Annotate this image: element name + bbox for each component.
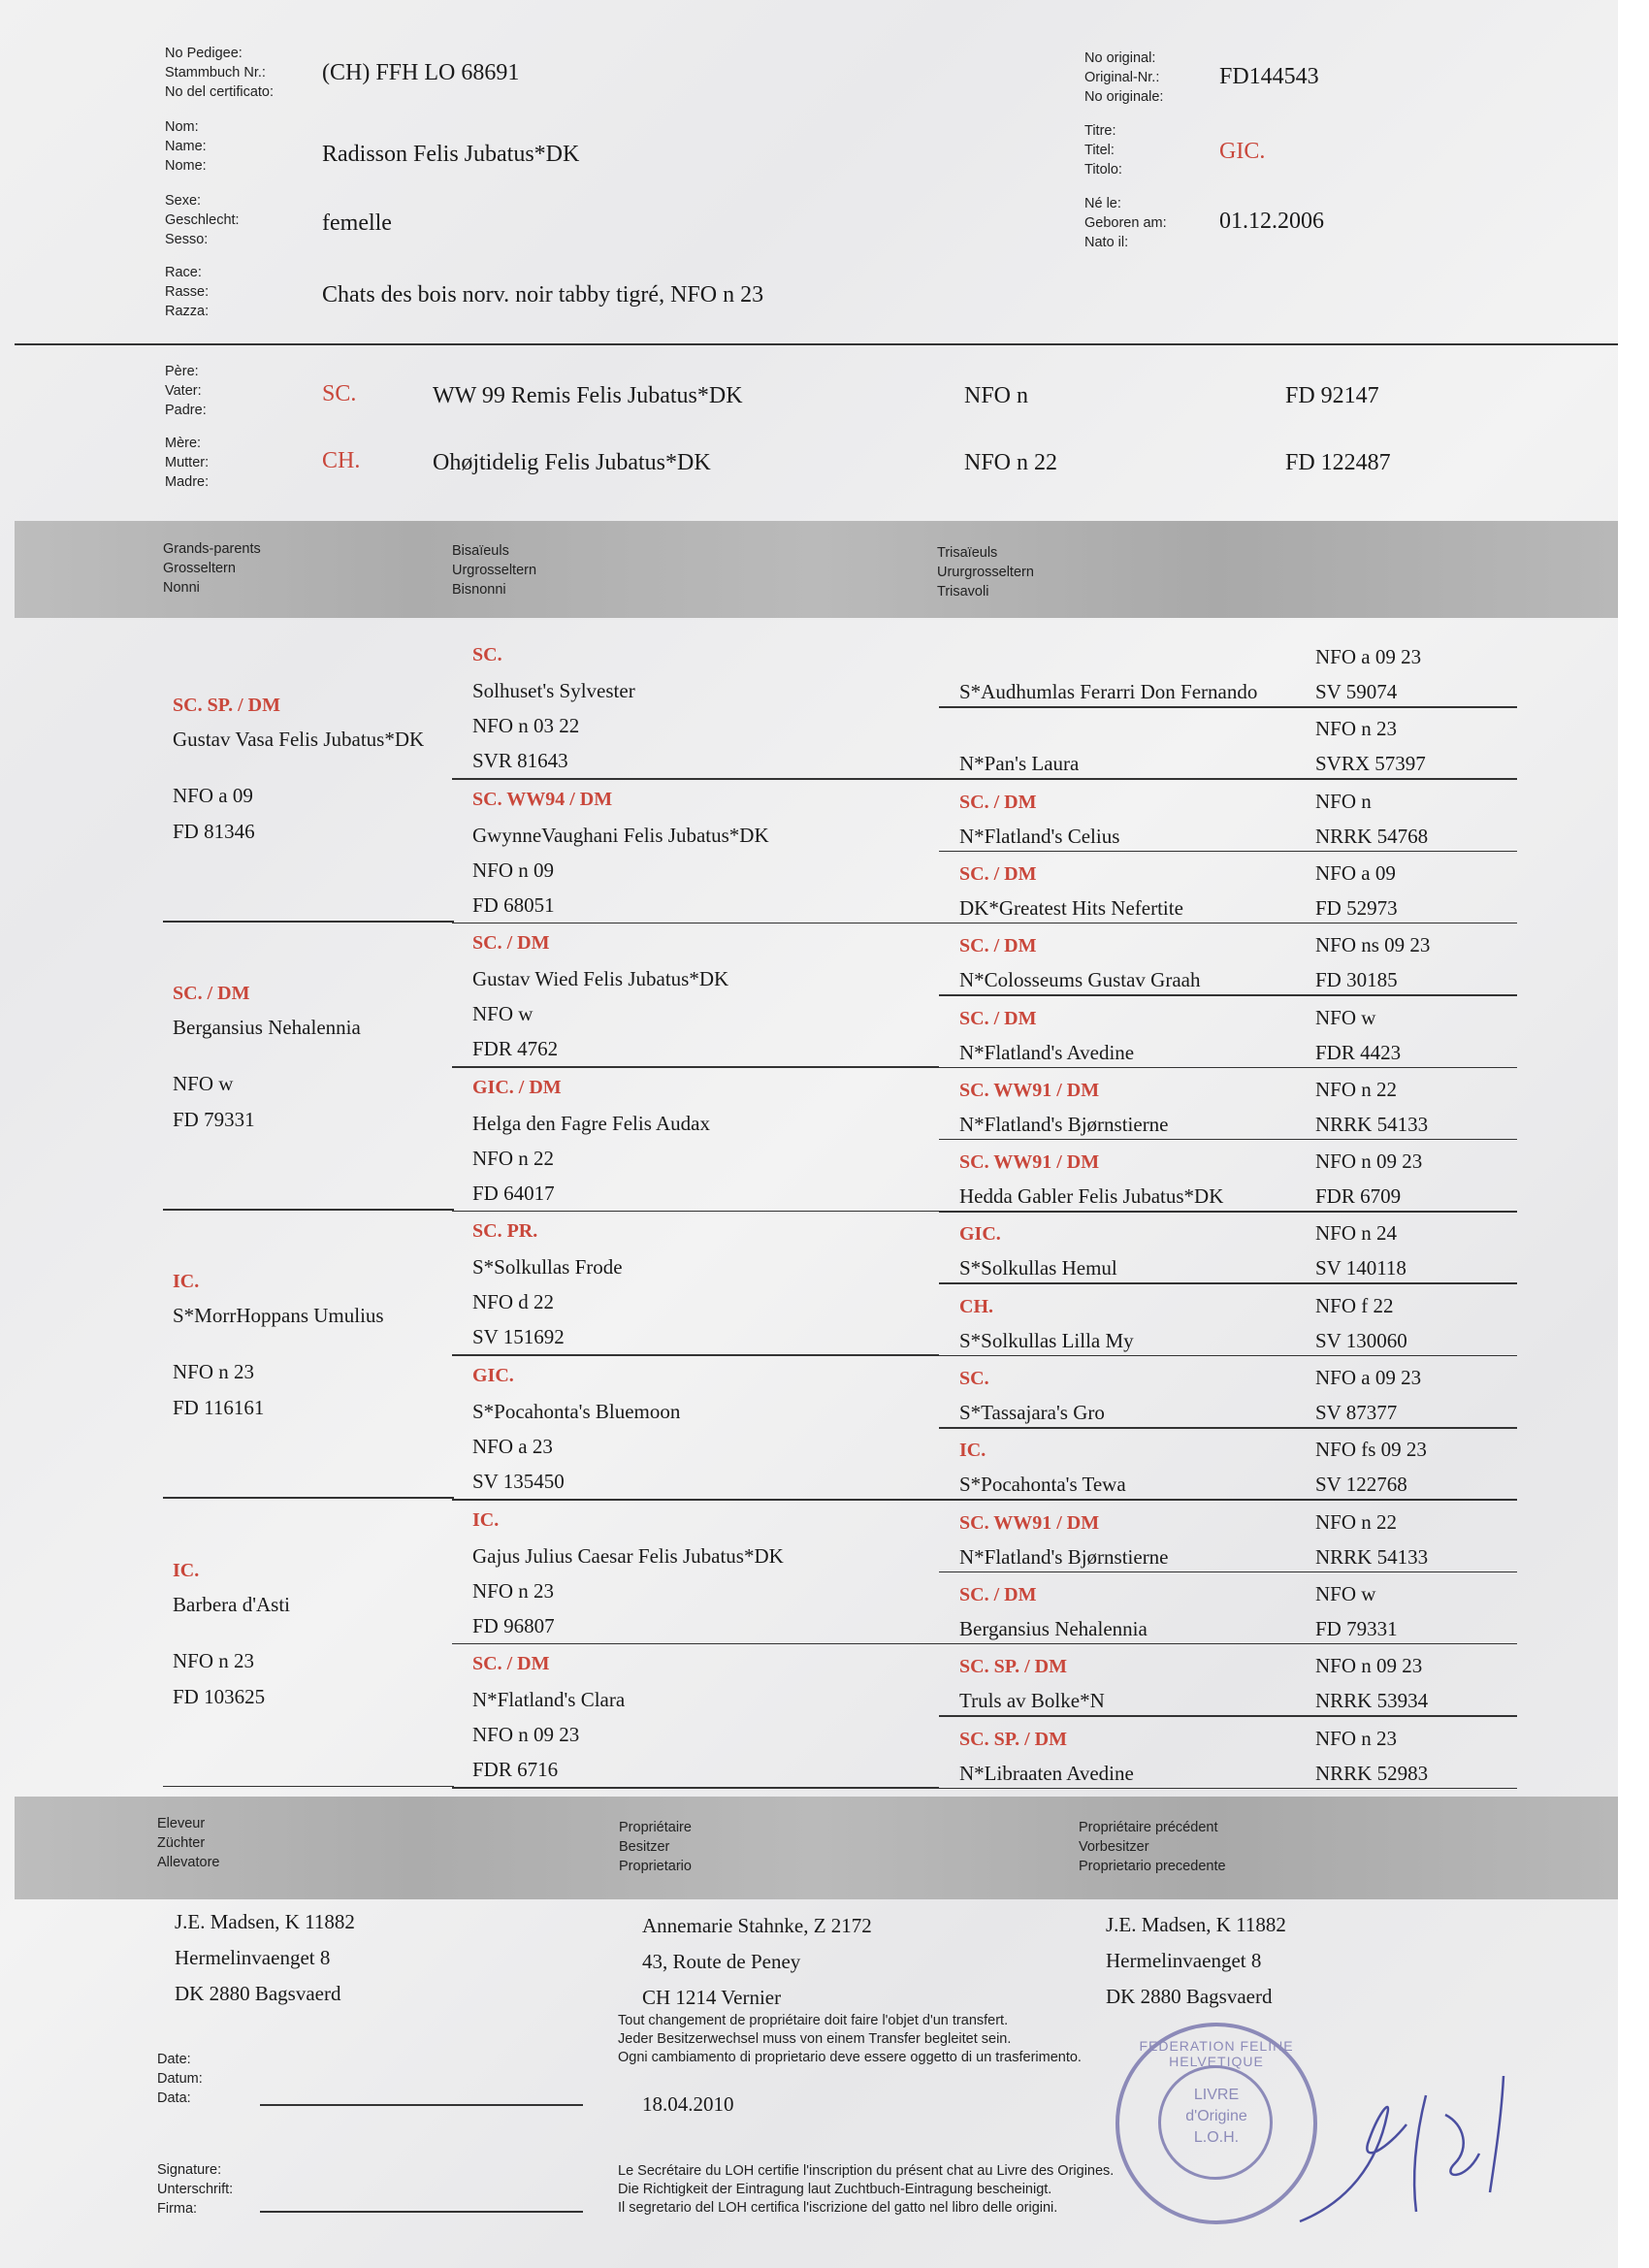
gp-title: SC. SP. / DM bbox=[173, 695, 280, 716]
gggp-reg: NRRK 54133 bbox=[1315, 1544, 1429, 1569]
gggp-title: CH. bbox=[959, 1295, 993, 1317]
owner-header-band bbox=[15, 1797, 1618, 1899]
birth-date: 01.12.2006 bbox=[1219, 209, 1324, 234]
great-great-grandparents-header: Trisaïeuls Ururgrosseltern Trisavoli bbox=[937, 545, 1034, 599]
gggp-reg: NRRK 54133 bbox=[1315, 1112, 1429, 1136]
gp-reg: FD 81346 bbox=[173, 820, 255, 843]
previous-owner-header: Propriétaire précédent Vorbesitzer Proprietario precedente bbox=[1079, 1820, 1226, 1874]
ggp-divider bbox=[452, 1499, 939, 1501]
gggp-title: IC. bbox=[959, 1440, 986, 1462]
gggp-reg: NRRK 53934 bbox=[1315, 1689, 1429, 1713]
gggp-divider bbox=[939, 1139, 1517, 1141]
gp-title: IC. bbox=[173, 1559, 200, 1581]
breeder-header: Eleveur Züchter Allevatore bbox=[157, 1816, 220, 1870]
ggp-color: NFO n 09 bbox=[472, 858, 555, 882]
ggp-color: NFO n 09 23 bbox=[472, 1723, 580, 1747]
gp-color: NFO n 23 bbox=[173, 1648, 255, 1672]
gp-reg: FD 79331 bbox=[173, 1108, 255, 1132]
gp-divider bbox=[163, 1497, 454, 1499]
ggp-divider bbox=[452, 1643, 939, 1645]
gggp-divider bbox=[939, 1499, 1517, 1501]
gggp-color: NFO a 09 bbox=[1315, 860, 1396, 885]
ggp-reg: SV 151692 bbox=[472, 1325, 565, 1349]
ggp-reg: FDR 4762 bbox=[472, 1037, 559, 1061]
gggp-divider bbox=[939, 923, 1517, 924]
stamp-ring-text: FEDERATION FELINE HELVETIQUE bbox=[1139, 2038, 1294, 2069]
ggp-name: GwynneVaughani Felis Jubatus*DK bbox=[472, 823, 769, 847]
gggp-color: NFO n 09 23 bbox=[1315, 1654, 1423, 1678]
ggp-reg: FD 64017 bbox=[472, 1181, 555, 1205]
ggp-reg: FD 96807 bbox=[472, 1613, 555, 1637]
ggp-divider bbox=[452, 1066, 939, 1068]
sex-label: Sexe: Geschlecht: Sesso: bbox=[165, 193, 240, 247]
ggp-color: NFO d 22 bbox=[472, 1290, 555, 1314]
ggp-title: SC. bbox=[472, 644, 502, 665]
gggp-color: NFO a 09 23 bbox=[1315, 1366, 1422, 1389]
gggp-reg: SV 140118 bbox=[1315, 1256, 1406, 1280]
gggp-name: Truls av Bolke*N bbox=[959, 1689, 1105, 1713]
gp-color: NFO a 09 bbox=[173, 784, 253, 807]
gggp-reg: NRRK 54768 bbox=[1315, 824, 1429, 848]
ggp-divider bbox=[452, 923, 939, 924]
gp-color: NFO w bbox=[173, 1072, 234, 1096]
gggp-name: Hedda Gabler Felis Jubatus*DK bbox=[959, 1184, 1224, 1209]
date-line bbox=[260, 2104, 583, 2106]
grandparents-header: Grands-parents Grosseltern Nonni bbox=[163, 541, 261, 596]
gggp-reg: FD 52973 bbox=[1315, 895, 1398, 920]
father-reg: FD 92147 bbox=[1285, 383, 1379, 408]
mother-color: NFO n 22 bbox=[964, 450, 1058, 475]
mother-label: Mère: Mutter: Madre: bbox=[165, 436, 210, 490]
gggp-color: NFO a 09 23 bbox=[1315, 645, 1422, 668]
gggp-color: NFO n 23 bbox=[1315, 717, 1398, 741]
ggp-color: NFO n 03 22 bbox=[472, 714, 580, 737]
ggp-name: Helga den Fagre Felis Audax bbox=[472, 1111, 710, 1135]
ggp-name: S*Pocahonta's Bluemoon bbox=[472, 1400, 681, 1423]
gggp-divider bbox=[939, 851, 1517, 853]
ggp-divider bbox=[452, 1354, 939, 1356]
gggp-name: S*Solkullas Lilla My bbox=[959, 1328, 1134, 1352]
gggp-divider bbox=[939, 1355, 1517, 1357]
gggp-divider bbox=[939, 1643, 1517, 1645]
ggp-reg: FD 68051 bbox=[472, 892, 555, 917]
ggp-name: Gajus Julius Caesar Felis Jubatus*DK bbox=[472, 1543, 784, 1568]
father-color: NFO n bbox=[964, 383, 1029, 408]
owner-address: Annemarie Stahnke, Z 2172 43, Route de Peney CH 1214 Vernier bbox=[642, 1914, 872, 2009]
father-name: WW 99 Remis Felis Jubatus*DK bbox=[433, 383, 743, 408]
gggp-color: NFO n bbox=[1315, 789, 1372, 813]
pedigree-number: (CH) FFH LO 68691 bbox=[322, 60, 520, 85]
gggp-name: N*Colosseums Gustav Graah bbox=[959, 968, 1201, 992]
transfer-date: 18.04.2010 bbox=[642, 2092, 734, 2116]
ggp-color: NFO n 22 bbox=[472, 1146, 555, 1170]
race-label: Race: Rasse: Razza: bbox=[165, 265, 210, 319]
gp-divider bbox=[163, 1786, 454, 1788]
divider bbox=[15, 343, 1618, 345]
ggp-name: Gustav Wied Felis Jubatus*DK bbox=[472, 967, 729, 991]
gp-title: IC. bbox=[173, 1271, 200, 1293]
ggp-title: IC. bbox=[472, 1508, 500, 1531]
gggp-reg: FDR 6709 bbox=[1315, 1184, 1402, 1209]
ggp-name: Solhuset's Sylvester bbox=[472, 679, 635, 702]
signature-line bbox=[260, 2211, 583, 2213]
gggp-name: S*Audhumlas Ferarri Don Fernando bbox=[959, 680, 1258, 703]
ggp-reg: SVR 81643 bbox=[472, 749, 568, 772]
mother-title: CH. bbox=[322, 448, 361, 473]
gggp-reg: SV 59074 bbox=[1315, 680, 1398, 703]
original-number-label: No original: Original-Nr.: No originale: bbox=[1084, 50, 1164, 105]
cat-title: GIC. bbox=[1219, 139, 1266, 164]
ggp-reg: SV 135450 bbox=[472, 1470, 565, 1493]
gggp-reg: FDR 4423 bbox=[1315, 1040, 1402, 1064]
born-label: Né le: Geboren am: Nato il: bbox=[1084, 196, 1167, 250]
stamp-center-2: d'Origine bbox=[1185, 2108, 1247, 2124]
ggp-title: GIC. bbox=[472, 1365, 514, 1386]
name-label: Nom: Name: Nome: bbox=[165, 119, 207, 174]
ggp-divider bbox=[452, 1787, 939, 1789]
gp-name: Gustav Vasa Felis Jubatus*DK bbox=[173, 728, 425, 751]
title-label: Titre: Titel: Titolo: bbox=[1084, 123, 1122, 178]
gggp-divider bbox=[939, 1067, 1517, 1069]
gggp-name: DK*Greatest Hits Nefertite bbox=[959, 895, 1183, 920]
gp-name: Bergansius Nehalennia bbox=[173, 1016, 361, 1040]
gggp-name: Bergansius Nehalennia bbox=[959, 1616, 1148, 1640]
gggp-title: SC. WW91 / DM bbox=[959, 1511, 1100, 1534]
ggp-name: N*Flatland's Clara bbox=[472, 1688, 626, 1712]
date-label: Date: Datum: Data: bbox=[157, 2052, 203, 2106]
gggp-name: N*Pan's Laura bbox=[959, 752, 1080, 776]
gggp-title: SC. / DM bbox=[959, 935, 1037, 957]
father-label: Père: Vater: Padre: bbox=[165, 364, 207, 418]
ggp-title: GIC. / DM bbox=[472, 1076, 562, 1098]
gp-reg: FD 116161 bbox=[173, 1396, 265, 1420]
ggp-name: S*Solkullas Frode bbox=[472, 1255, 623, 1280]
gggp-divider bbox=[939, 778, 1517, 780]
signature-label: Signature: Unterschrift: Firma: bbox=[157, 2162, 234, 2217]
gggp-reg: SV 87377 bbox=[1315, 1401, 1398, 1424]
gggp-color: NFO w bbox=[1315, 1581, 1376, 1605]
great-grandparents-header: Bisaïeuls Urgrosseltern Bisnonni bbox=[452, 543, 537, 598]
gp-name: Barbera d'Asti bbox=[173, 1592, 290, 1616]
ggp-title: SC. WW94 / DM bbox=[472, 788, 613, 810]
gggp-reg: SVRX 57397 bbox=[1315, 752, 1426, 776]
gggp-reg: FD 79331 bbox=[1315, 1616, 1398, 1640]
gggp-reg: NRRK 52983 bbox=[1315, 1761, 1429, 1785]
ggp-color: NFO a 23 bbox=[472, 1435, 553, 1458]
gp-divider bbox=[163, 1209, 454, 1211]
gggp-divider bbox=[939, 994, 1517, 996]
pedigree-number-label: No Pedigee: Stammbuch Nr.: No del certificato: bbox=[165, 46, 275, 100]
gggp-name: S*Pocahonta's Tewa bbox=[959, 1473, 1126, 1497]
gp-reg: FD 103625 bbox=[173, 1684, 266, 1708]
gggp-color: NFO n 22 bbox=[1315, 1077, 1398, 1101]
certify-note: Le Secrétaire du LOH certifie l'inscription du présent chat au Livre des Origines. Die Richtigkeit der Eintragung laut Zuchtbuch-Eintragung bescheinigt. Il segretario del LOH certifica l'iscrizione del gatto nel libro delle origini. bbox=[618, 2163, 1115, 2216]
gggp-color: NFO ns 09 23 bbox=[1315, 933, 1431, 957]
gp-name: S*MorrHoppans Umulius bbox=[173, 1304, 384, 1328]
previous-owner-address: J.E. Madsen, K 11882 Hermelinvaenget 8 DK 2880 Bagsvaerd bbox=[1106, 1913, 1286, 2008]
gggp-title: SC. SP. / DM bbox=[959, 1656, 1067, 1678]
gggp-name: N*Flatland's Bjørnstierne bbox=[959, 1544, 1169, 1569]
gggp-title: SC. SP. / DM bbox=[959, 1728, 1067, 1750]
signature-scribble bbox=[1271, 2057, 1562, 2241]
gggp-title: SC. WW91 / DM bbox=[959, 1151, 1100, 1174]
gp-color: NFO n 23 bbox=[173, 1360, 255, 1384]
gggp-title: SC. / DM bbox=[959, 1007, 1037, 1029]
transfer-note: Tout changement de propriétaire doit faire l'objet d'un transfert. Jeder Besitzerwechsel muss von einem Transfer begleitet sein. Ogni cambiamento di proprietario deve essere oggetto di un trasferimento. bbox=[618, 2013, 1082, 2065]
gggp-name: N*Flatland's Celius bbox=[959, 824, 1120, 848]
gggp-title: SC. bbox=[959, 1368, 989, 1389]
ggp-title: SC. PR. bbox=[472, 1220, 538, 1243]
gggp-divider bbox=[939, 1571, 1517, 1573]
gggp-name: S*Solkullas Hemul bbox=[959, 1256, 1117, 1280]
gggp-color: NFO n 09 23 bbox=[1315, 1150, 1423, 1174]
ggp-color: NFO n 23 bbox=[472, 1578, 555, 1603]
cat-name: Radisson Felis Jubatus*DK bbox=[322, 142, 580, 167]
gggp-divider bbox=[939, 1211, 1517, 1213]
gggp-color: NFO w bbox=[1315, 1005, 1376, 1029]
gggp-divider bbox=[939, 1788, 1517, 1790]
stamp-center-1: LIVRE bbox=[1193, 2087, 1240, 2103]
ggp-color: NFO w bbox=[472, 1002, 534, 1026]
gggp-name: N*Flatland's Avedine bbox=[959, 1040, 1135, 1064]
gp-divider bbox=[163, 921, 454, 923]
gggp-color: NFO n 23 bbox=[1315, 1726, 1398, 1750]
ggp-reg: FDR 6716 bbox=[472, 1758, 559, 1782]
gggp-color: NFO fs 09 23 bbox=[1315, 1438, 1427, 1462]
gggp-name: N*Flatland's Bjørnstierne bbox=[959, 1112, 1169, 1136]
ggp-divider bbox=[452, 1211, 939, 1213]
gggp-color: NFO n 24 bbox=[1315, 1221, 1398, 1246]
cat-sex: femelle bbox=[322, 211, 392, 236]
gggp-name: S*Tassajara's Gro bbox=[959, 1401, 1105, 1424]
owner-header: Propriétaire Besitzer Proprietario bbox=[619, 1820, 692, 1874]
cat-race: Chats des bois norv. noir tabby tigré, NFO n 23 bbox=[322, 282, 764, 308]
ggp-divider bbox=[452, 778, 939, 780]
breeder-address: J.E. Madsen, K 11882 Hermelinvaenget 8 DK 2880 Bagsvaerd bbox=[175, 1910, 355, 2005]
gggp-divider bbox=[939, 1715, 1517, 1717]
original-number: FD144543 bbox=[1219, 64, 1319, 89]
ggp-title: SC. / DM bbox=[472, 1653, 550, 1675]
gggp-reg: SV 130060 bbox=[1315, 1328, 1407, 1352]
gggp-title: SC. WW91 / DM bbox=[959, 1079, 1100, 1101]
gggp-title: SC. / DM bbox=[959, 1583, 1037, 1605]
gp-title: SC. / DM bbox=[173, 983, 250, 1005]
gggp-divider bbox=[939, 1282, 1517, 1284]
gggp-divider bbox=[939, 706, 1517, 708]
gggp-title: SC. / DM bbox=[959, 862, 1037, 885]
stamp-center-3: L.O.H. bbox=[1193, 2129, 1240, 2146]
gggp-color: NFO f 22 bbox=[1315, 1293, 1394, 1317]
ggp-title: SC. / DM bbox=[472, 932, 550, 955]
father-title: SC. bbox=[322, 381, 357, 406]
gggp-reg: SV 122768 bbox=[1315, 1473, 1407, 1497]
mother-name: Ohøjtidelig Felis Jubatus*DK bbox=[433, 450, 711, 475]
gggp-reg: FD 30185 bbox=[1315, 968, 1398, 992]
gggp-name: N*Libraaten Avedine bbox=[959, 1761, 1134, 1785]
gggp-color: NFO n 22 bbox=[1315, 1509, 1398, 1534]
mother-reg: FD 122487 bbox=[1285, 450, 1391, 475]
gggp-divider bbox=[939, 1427, 1517, 1429]
gggp-title: SC. / DM bbox=[959, 791, 1037, 813]
gggp-title: GIC. bbox=[959, 1223, 1001, 1246]
